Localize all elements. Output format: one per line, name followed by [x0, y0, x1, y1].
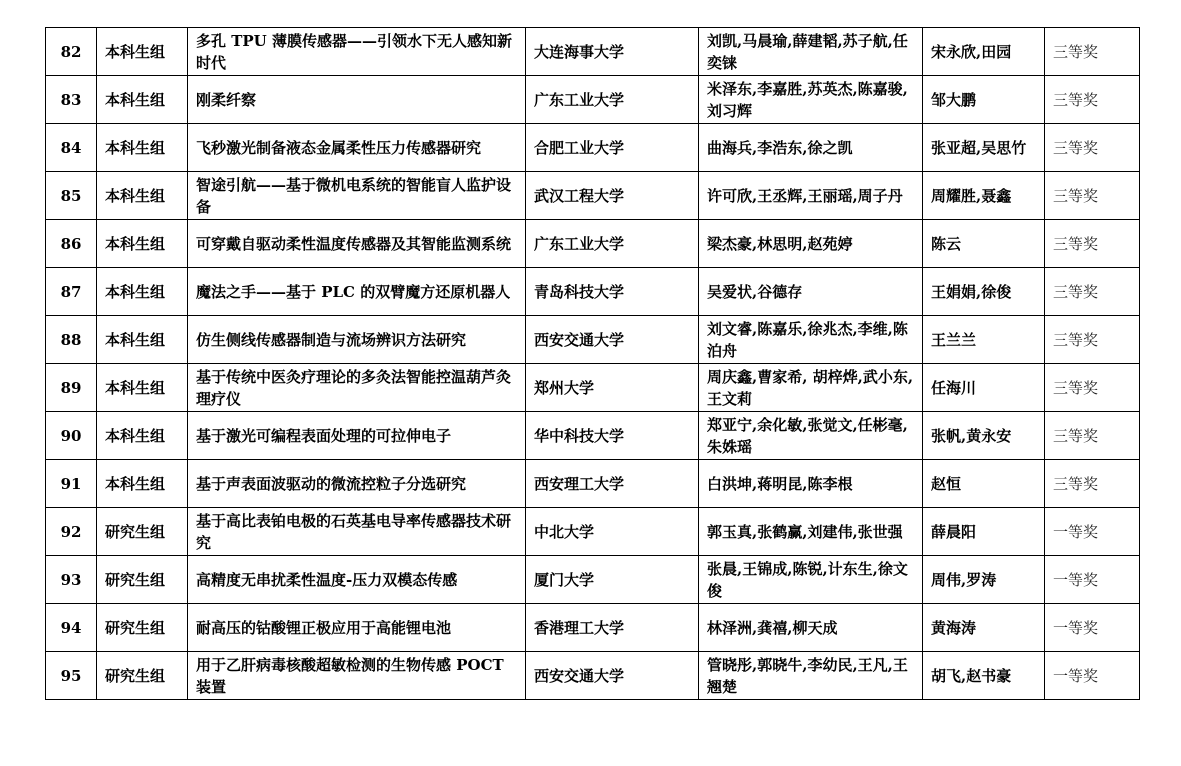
group-cell: 本科生组	[97, 316, 188, 364]
table-row	[46, 652, 1140, 700]
row-number: 90	[46, 412, 97, 460]
table-row	[46, 76, 1140, 124]
award-cell: 一等奖	[1045, 604, 1140, 652]
members-cell: 米泽东,李嘉胜,苏英杰,陈嘉骏,刘习辉	[699, 76, 923, 124]
project-title-cell: 基于激光可编程表面处理的可拉伸电子	[188, 412, 526, 460]
advisors-cell: 周伟,罗涛	[923, 556, 1045, 604]
school-cell: 广东工业大学	[526, 220, 699, 268]
group-cell: 本科生组	[97, 364, 188, 412]
project-title-cell: 基于传统中医灸疗理论的多灸法智能控温葫芦灸理疗仪	[188, 364, 526, 412]
table-row	[46, 412, 1140, 460]
row-number: 94	[46, 604, 97, 652]
project-title-cell: 多孔 TPU 薄膜传感器——引领水下无人感知新时代	[188, 28, 526, 76]
award-cell: 三等奖	[1045, 220, 1140, 268]
project-title-cell: 用于乙肝病毒核酸超敏检测的生物传感 POCT 装置	[188, 652, 526, 700]
advisors-cell: 薛晨阳	[923, 508, 1045, 556]
table-row	[46, 172, 1140, 220]
row-number: 83	[46, 76, 97, 124]
members-cell: 白洪坤,蒋明昆,陈李根	[699, 460, 923, 508]
award-cell: 一等奖	[1045, 652, 1140, 700]
members-cell: 刘文睿,陈嘉乐,徐兆杰,李维,陈泊舟	[699, 316, 923, 364]
school-cell: 中北大学	[526, 508, 699, 556]
advisors-cell: 宋永欣,田园	[923, 28, 1045, 76]
project-title-cell: 飞秒激光制备液态金属柔性压力传感器研究	[188, 124, 526, 172]
advisors-cell: 王兰兰	[923, 316, 1045, 364]
advisors-cell: 陈云	[923, 220, 1045, 268]
members-cell: 梁杰豪,林思明,赵苑婷	[699, 220, 923, 268]
group-cell: 研究生组	[97, 604, 188, 652]
row-number: 93	[46, 556, 97, 604]
row-number: 88	[46, 316, 97, 364]
table-row	[46, 220, 1140, 268]
project-title-cell: 高精度无串扰柔性温度-压力双模态传感	[188, 556, 526, 604]
award-cell: 三等奖	[1045, 460, 1140, 508]
advisors-cell: 邹大鹏	[923, 76, 1045, 124]
members-cell: 管晓彤,郭晓牛,李幼民,王凡,王翘楚	[699, 652, 923, 700]
school-cell: 大连海事大学	[526, 28, 699, 76]
group-cell: 本科生组	[97, 220, 188, 268]
school-cell: 合肥工业大学	[526, 124, 699, 172]
project-title-cell: 魔法之手——基于 PLC 的双臂魔方还原机器人	[188, 268, 526, 316]
school-cell: 西安交通大学	[526, 652, 699, 700]
award-cell: 三等奖	[1045, 76, 1140, 124]
project-title-cell: 基于高比表铂电极的石英基电导率传感器技术研究	[188, 508, 526, 556]
members-cell: 郭玉真,张鹤赢,刘建伟,张世强	[699, 508, 923, 556]
table-row	[46, 268, 1140, 316]
row-number: 87	[46, 268, 97, 316]
members-cell: 张晨,王锦成,陈锐,计东生,徐文俊	[699, 556, 923, 604]
project-title-cell: 耐高压的钴酸锂正极应用于高能锂电池	[188, 604, 526, 652]
row-number: 92	[46, 508, 97, 556]
advisors-cell: 黄海涛	[923, 604, 1045, 652]
award-cell: 一等奖	[1045, 508, 1140, 556]
group-cell: 本科生组	[97, 124, 188, 172]
advisors-cell: 张帆,黄永安	[923, 412, 1045, 460]
table-row	[46, 364, 1140, 412]
school-cell: 香港理工大学	[526, 604, 699, 652]
project-title-cell: 基于声表面波驱动的微流控粒子分选研究	[188, 460, 526, 508]
project-title-cell: 可穿戴自驱动柔性温度传感器及其智能监测系统	[188, 220, 526, 268]
table-row	[46, 604, 1140, 652]
group-cell: 研究生组	[97, 652, 188, 700]
table-row	[46, 556, 1140, 604]
group-cell: 本科生组	[97, 76, 188, 124]
award-table	[45, 27, 1140, 700]
advisors-cell: 王娟娟,徐俊	[923, 268, 1045, 316]
award-cell: 三等奖	[1045, 172, 1140, 220]
project-title-cell: 刚柔纤察	[188, 76, 526, 124]
members-cell: 刘凯,马晨瑜,薛建韬,苏子航,任奕铼	[699, 28, 923, 76]
row-number: 85	[46, 172, 97, 220]
group-cell: 研究生组	[97, 556, 188, 604]
school-cell: 武汉工程大学	[526, 172, 699, 220]
award-cell: 三等奖	[1045, 28, 1140, 76]
members-cell: 郑亚宁,余化敏,张觉文,任彬毫,朱姝瑶	[699, 412, 923, 460]
group-cell: 研究生组	[97, 508, 188, 556]
advisors-cell: 任海川	[923, 364, 1045, 412]
row-number: 89	[46, 364, 97, 412]
members-cell: 许可欣,王丞辉,王丽瑶,周子丹	[699, 172, 923, 220]
members-cell: 林泽洲,龚禧,柳天成	[699, 604, 923, 652]
award-cell: 三等奖	[1045, 412, 1140, 460]
school-cell: 青岛科技大学	[526, 268, 699, 316]
table-row	[46, 28, 1140, 76]
school-cell: 厦门大学	[526, 556, 699, 604]
award-cell: 三等奖	[1045, 364, 1140, 412]
advisors-cell: 赵恒	[923, 460, 1045, 508]
row-number: 95	[46, 652, 97, 700]
group-cell: 本科生组	[97, 28, 188, 76]
school-cell: 郑州大学	[526, 364, 699, 412]
group-cell: 本科生组	[97, 172, 188, 220]
advisors-cell: 胡飞,赵书豪	[923, 652, 1045, 700]
table-body	[46, 28, 1140, 700]
award-cell: 三等奖	[1045, 316, 1140, 364]
project-title-cell: 仿生侧线传感器制造与流场辨识方法研究	[188, 316, 526, 364]
members-cell: 周庆鑫,曹家希, 胡梓烨,武小东,王文莉	[699, 364, 923, 412]
members-cell: 曲海兵,李浩东,徐之凯	[699, 124, 923, 172]
group-cell: 本科生组	[97, 412, 188, 460]
advisors-cell: 周耀胜,聂鑫	[923, 172, 1045, 220]
table-row	[46, 316, 1140, 364]
row-number: 84	[46, 124, 97, 172]
award-cell: 一等奖	[1045, 556, 1140, 604]
group-cell: 本科生组	[97, 460, 188, 508]
row-number: 82	[46, 28, 97, 76]
row-number: 86	[46, 220, 97, 268]
group-cell: 本科生组	[97, 268, 188, 316]
award-cell: 三等奖	[1045, 124, 1140, 172]
table-row	[46, 460, 1140, 508]
row-number: 91	[46, 460, 97, 508]
table-row	[46, 508, 1140, 556]
project-title-cell: 智途引航——基于微机电系统的智能盲人监护设备	[188, 172, 526, 220]
members-cell: 吴爱状,谷德存	[699, 268, 923, 316]
award-cell: 三等奖	[1045, 268, 1140, 316]
school-cell: 西安交通大学	[526, 316, 699, 364]
school-cell: 广东工业大学	[526, 76, 699, 124]
table-row	[46, 124, 1140, 172]
school-cell: 华中科技大学	[526, 412, 699, 460]
school-cell: 西安理工大学	[526, 460, 699, 508]
advisors-cell: 张亚超,吴思竹	[923, 124, 1045, 172]
